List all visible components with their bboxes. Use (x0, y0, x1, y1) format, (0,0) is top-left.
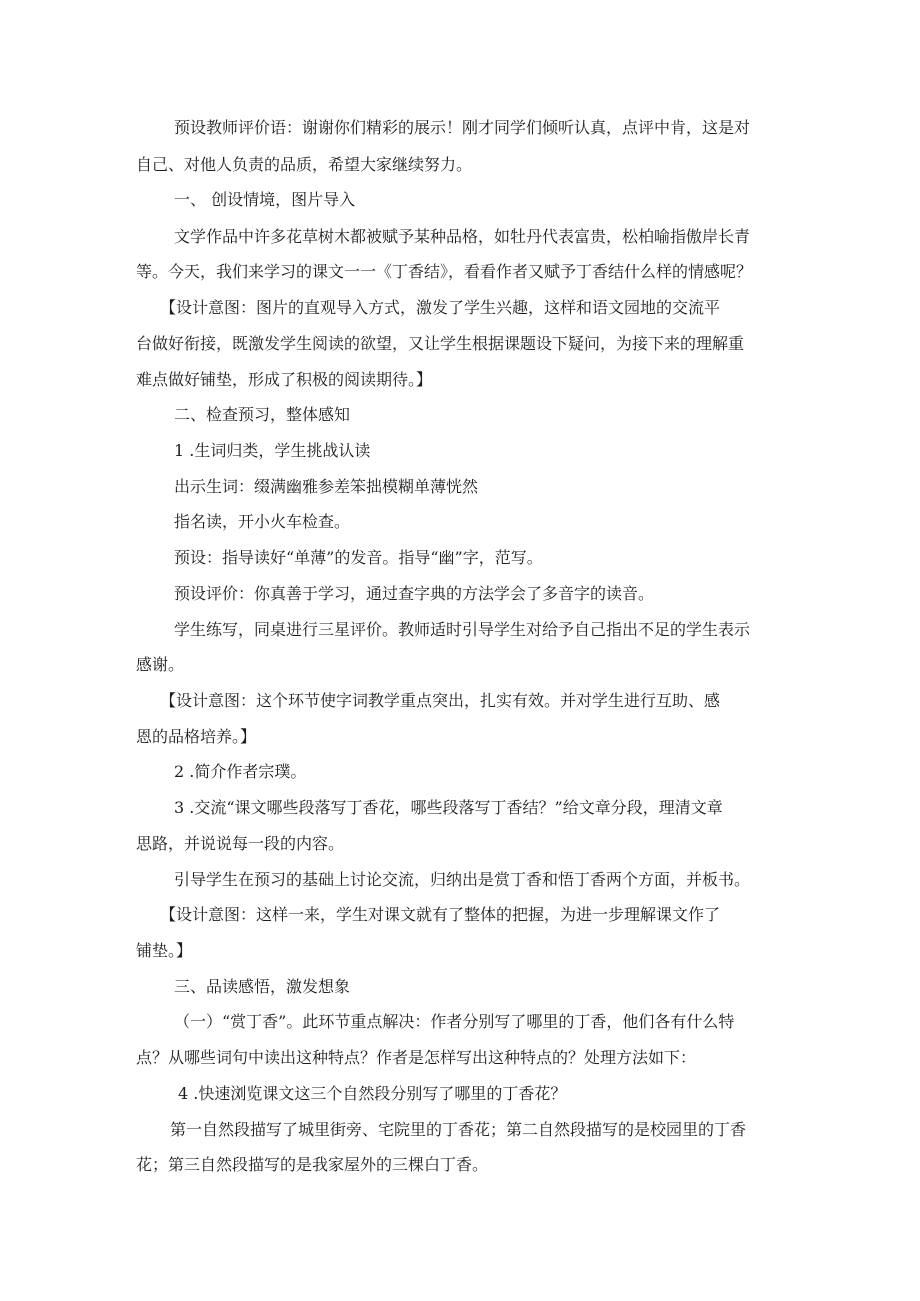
list-item-3-line-1: 3 .交流“课文哪些段落写丁香花，哪些段落写丁香结？”给文章分段，理清文章 (174, 798, 723, 817)
design-intent-2-line-2: 恩的品格培养。】 (136, 727, 257, 746)
paragraph-line-5: 出示生词：缀满幽雅参差笨拙模糊单薄恍然 (174, 477, 479, 496)
paragraph-line-4: 等。今天，我们来学习的课文一一《丁香结》，看看作者又赋予丁香结什么样的情感呢？ (136, 262, 753, 281)
design-intent-3-line-1: 【设计意图：这样一来，学生对课文就有了整体的把握，为进一步理解课文作了 (160, 905, 721, 924)
list-item-1: 1 .生词归类，学生挑战认读 (174, 441, 371, 460)
paragraph-line-9: 学生练写，同桌进行三星评价。教师适时引导学生对给予自己指出不足的学生表示 (174, 620, 751, 639)
paragraph-line-3: 文学作品中许多花草树木都被赋予某种品格，如牡丹代表富贵，松柏喻指傲岸长青 (174, 227, 751, 246)
paragraph-line-8: 预设评价：你真善于学习，通过查字典的方法学会了多音字的读音。 (174, 584, 655, 603)
paragraph-line-15: 花；第三自然段描写的是我家屋外的三棵白丁香。 (136, 1155, 489, 1174)
paragraph-line-1: 预设教师评价语：谢谢你们精彩的展示！刚才同学们倾听认真，点评中肯，这是对 (174, 118, 751, 137)
section-heading-3: 三、品读感悟，激发想象 (174, 977, 351, 996)
paragraph-line-13: 点？从哪些词句中读出这种特点？作者是怎样写出这种特点的？处理方法如下： (136, 1048, 697, 1067)
design-intent-3-line-2: 铺垫。】 (136, 941, 193, 960)
paragraph-line-12: （一）“赏丁香”。此环节重点解决：作者分别写了哪里的丁香，他们各有什么特 (174, 1012, 735, 1031)
paragraph-line-11: 引导学生在预习的基础上讨论交流，归纳出是赏丁香和悟丁香两个方面，并板书。 (174, 870, 751, 889)
paragraph-line-14: 第一自然段描写了城里街旁、宅院里的丁香花；第二自然段描写的是校园里的丁香 (170, 1120, 747, 1139)
design-intent-2-line-1: 【设计意图：这个环节使字词教学重点突出，扎实有效。并对学生进行互助、感 (160, 691, 721, 710)
design-intent-1-line-1: 【设计意图：图片的直观导入方式，激发了学生兴趣，这样和语文园地的交流平 (160, 298, 721, 317)
section-heading-2: 二、检查预习，整体感知 (174, 405, 351, 424)
paragraph-line-10: 感谢。 (136, 655, 185, 674)
list-item-4: 4 .快速浏览课文这三个自然段分别写了哪里的丁香花？ (178, 1084, 567, 1103)
section-heading-1: 一、 创设情境，图片导入 (174, 190, 356, 209)
list-item-3-line-2: 思路，并说说每一段的内容。 (136, 834, 345, 853)
list-item-2: 2 .简介作者宗璞。 (174, 762, 307, 781)
paragraph-line-2: 自己、对他人负责的品质，希望大家继续努力。 (136, 155, 473, 174)
design-intent-1-line-2: 台做好衔接，既激发学生阅读的欲望，又让学生根据课题设下疑问，为接下来的理解重 (136, 334, 745, 353)
design-intent-1-line-3: 难点做好铺垫，形成了积极的阅读期待。】 (136, 370, 433, 389)
paragraph-line-6: 指名读，开小火车检查。 (174, 512, 351, 531)
paragraph-line-7: 预设：指导读好“单薄”的发音。指导“幽”字，范写。 (174, 548, 543, 567)
